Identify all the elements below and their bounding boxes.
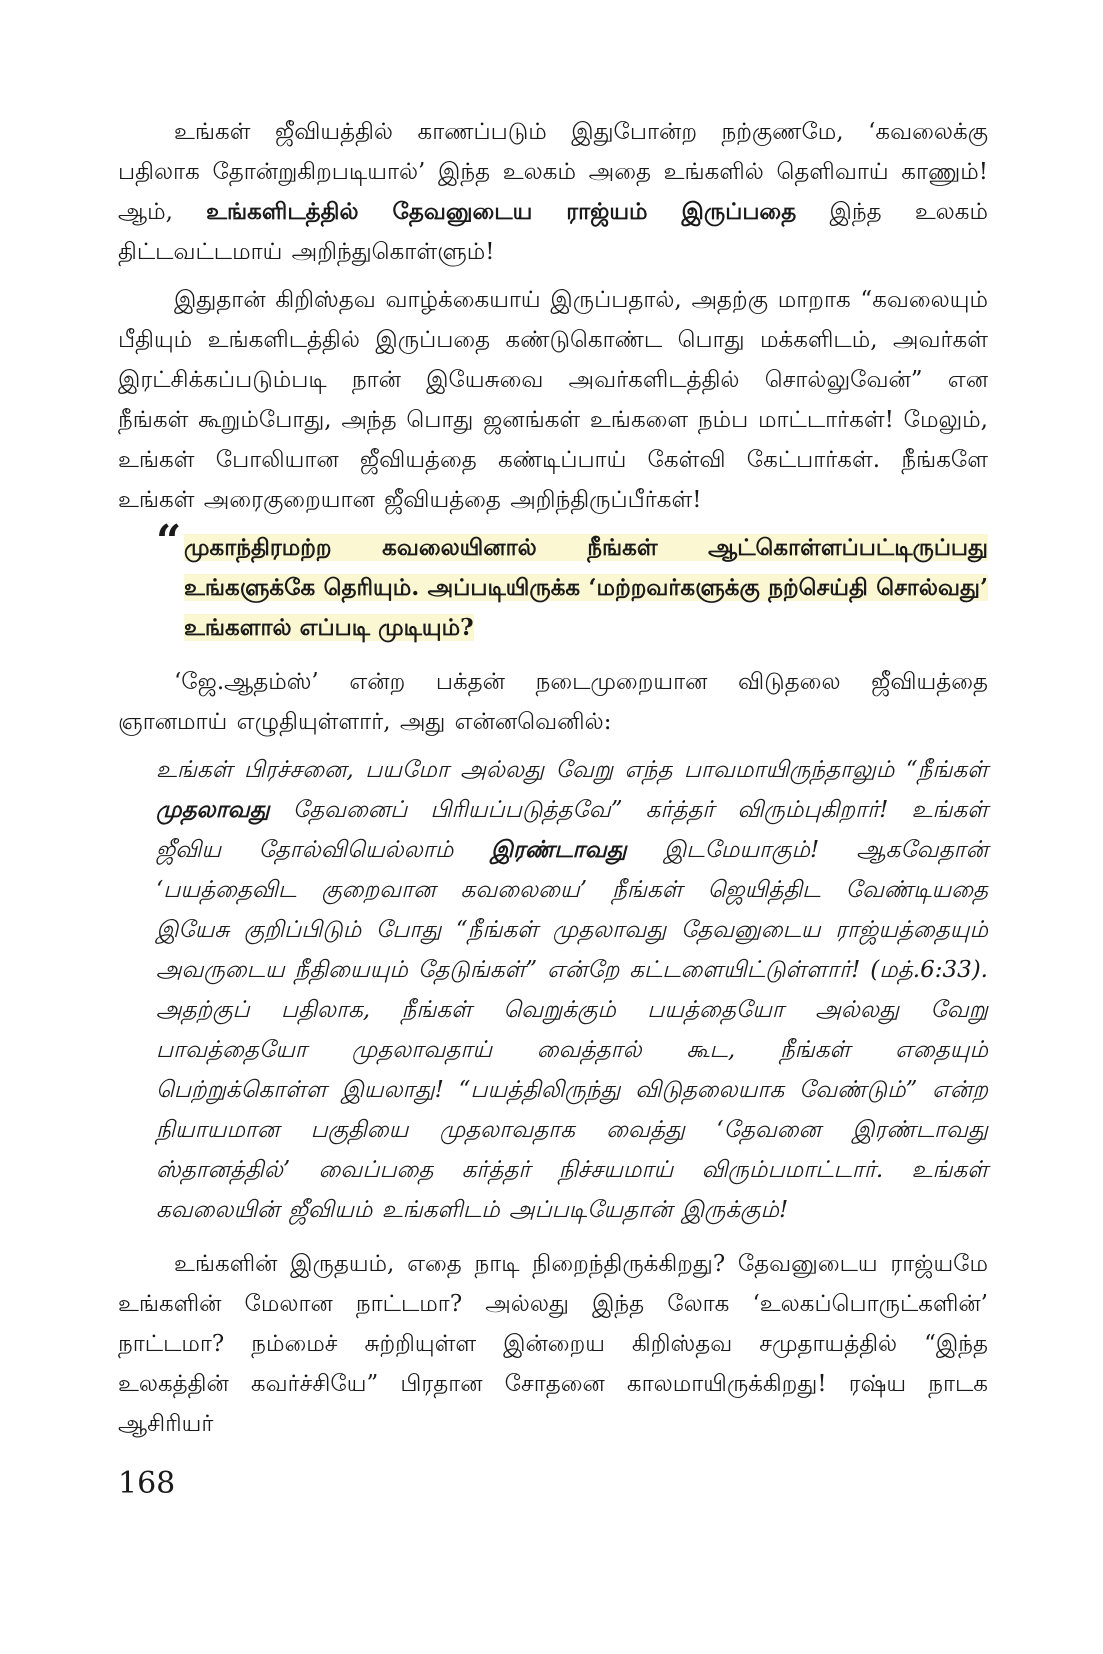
paragraph-4: உங்களின் இருதயம், எதை நாடி நிறைந்திருக்கிறது? தேவனுடைய ராஜ்யமே உங்களின் மேலான நாட்டமா? அல்லது இந்த லோக ‘உலகப்பொருட்களின்’ நாட்டமா? நம்மைச் சுற்றியுள்ள இன்றைய கிறிஸ்தவ சமுதாயத்தில் “இந்த உலகத்தின் கவர்ச்சியே” பிரதான சோதனை காலமாயிருக்கிறது! ரஷ்ய நாடக ஆசிரியர் — [118, 1251, 988, 1437]
pull-quote-highlight: முகாந்திரமற்ற கவலையினால் நீங்கள் ஆட்கொள்ளப்பட்டிருப்பது உங்களுக்கே தெரியும். அப்படியிருக்க ‘மற்றவர்களுக்கு நற்செய்தி சொல்வது’ உங்களால் எப்படி முடியும்? — [184, 534, 988, 641]
paragraph-1 — [118, 112, 988, 272]
pull-quote — [118, 516, 988, 648]
quoted-passage-text-c: இடமேயாகும்! ஆகவேதான் ‘பயத்தைவிட குறைவான கவலையை’ நீங்கள் ஜெயித்திட வேண்டியதை இயேசு குறிப்பிடும் போது “நீங்கள் முதலாவது தேவனுடைய ராஜ்யத்தையும் அவருடைய நீதியையும் தேடுங்கள்” என்றே கட்டளையிட்டுள்ளார்! (மத்.6:33). அதற்குப் பதிலாக, நீங்கள் வெறுக்கும் பயத்தையோ அல்லது வேறு பாவத்தையோ முதலாவதாய் வைத்தால் கூட, நீங்கள் எதையும் பெற்றுக்கொள்ள இயலாது! “பயத்திலிருந்து விடுதலையாக வேண்டும்” என்ற நியாயமான பகுதியை முதலாவதாக வைத்து ‘தேவனை இரண்டாவது ஸ்தானத்தில்’ வைப்பதை கர்த்தர் நிச்சயமாய் விரும்பமாட்டார். உங்கள் கவலையின் ஜீவியம் உங்களிடம் அப்படியேதான் இருக்கும்! — [156, 837, 988, 1223]
pull-quote-text — [184, 528, 988, 648]
paragraph-1-text-a: உங்கள் ஜீவியத்தில் காணப்படும் இதுபோன்ற நற்குணமே, ‘கவலைக்கு பதிலாக தோன்றுகிறபடியால்’ இந்த உலகம் அதை உங்களில் தெளிவாய் காணும்! ஆம், — [118, 119, 988, 225]
quoted-passage-bold-2: இரண்டாவது — [490, 836, 627, 863]
quoted-passage — [156, 750, 988, 1230]
paragraph-1-text-b: இந்த உலகம் திட்டவட்டமாய் அறிந்துகொள்ளும்! — [118, 199, 988, 265]
paragraph-3: ‘ஜே.ஆதம்ஸ்’ என்ற பக்தன் நடைமுறையான விடுதலை ஜீவியத்தை ஞானமாய் எழுதியுள்ளார், அது என்னவெனில்: — [118, 669, 988, 735]
quoted-passage-text-b: தேவனைப் பிரியப்படுத்தவே” கர்த்தர் விரும்புகிறார்! உங்கள் ஜீவிய தோல்வியெல்லாம் — [156, 797, 988, 863]
paragraph-1-bold: உங்களிடத்தில் தேவனுடைய ராஜ்யம் இருப்பதை — [206, 198, 797, 225]
page-number: 168 — [118, 1466, 176, 1501]
quoted-passage-bold-1: முதலாவது — [156, 796, 270, 823]
quoted-passage-text-a: உங்கள் பிரச்சனை, பயமோ அல்லது வேறு எந்த பாவமாயிருந்தாலும் “நீங்கள் — [156, 757, 988, 783]
paragraph-2: இதுதான் கிறிஸ்தவ வாழ்க்கையாய் இருப்பதால், அதற்கு மாறாக “கவலையும் பீதியும் உங்களிடத்தில் இருப்பதை கண்டுகொண்ட பொது மக்களிடம், அவர்கள் இரட்சிக்கப்படும்படி நான் இயேசுவை அவர்களிடத்தில் சொல்லுவேன்” என நீங்கள் கூறும்போது, அந்த பொது ஜனங்கள் உங்களை நம்ப மாட்டார்கள்! மேலும், உங்கள் போலியான ஜீவியத்தை கண்டிப்பாய் கேள்வி கேட்பார்கள். நீங்களே உங்கள் அரைகுறையான ஜீவியத்தை அறிந்திருப்பீர்கள்! — [118, 287, 989, 513]
book-page — [118, 112, 988, 1452]
quote-mark-icon: “ — [156, 516, 182, 567]
